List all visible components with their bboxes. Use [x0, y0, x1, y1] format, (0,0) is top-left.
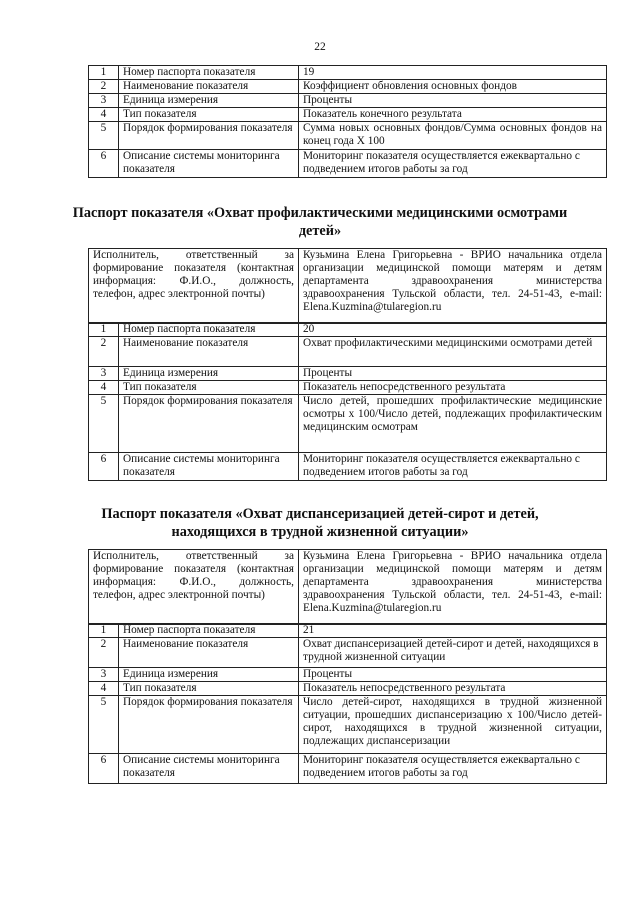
row-value: 21 — [299, 624, 607, 638]
row-label: Единица измерения — [119, 94, 299, 108]
row-number: 5 — [89, 696, 119, 754]
table-row — [89, 754, 607, 784]
page-number: 22 — [314, 41, 326, 53]
row-label: Порядок формирования показателя — [119, 696, 299, 754]
row-value: Показатель конечного результата — [299, 108, 607, 122]
row-value: Проценты — [299, 94, 607, 108]
row-value: Проценты — [299, 668, 607, 682]
row-number: 2 — [89, 80, 119, 94]
executor-value: Кузьмина Елена Григорьевна - ВРИО начальника отдела организации медицинской помощи матерям и детям департамента здравоохранения министерства здравоохранения Тульской области, тел. 24-51-43, e-mail: Elena.Kuzmina@tularegion.ru — [299, 249, 607, 324]
row-label: Единица измерения — [119, 668, 299, 682]
indicator-table-19 — [88, 65, 607, 178]
table-row — [89, 624, 607, 638]
executor-label: Исполнитель, ответственный за формирование показателя (контактная информация: Ф.И.О., должность, телефон, адрес электронной почты) — [89, 550, 299, 625]
table-row — [89, 668, 607, 682]
row-value: Охват профилактическими медицинскими осмотрами детей — [299, 337, 607, 367]
row-number: 4 — [89, 381, 119, 395]
row-number: 6 — [89, 453, 119, 481]
row-value: 20 — [299, 323, 607, 337]
row-label: Тип показателя — [119, 381, 299, 395]
row-value: Мониторинг показателя осуществляется ежеквартально с подведением итогов работы за год — [299, 150, 607, 178]
row-label: Единица измерения — [119, 367, 299, 381]
row-number: 1 — [89, 323, 119, 337]
row-label: Описание системы мониторинга показателя — [119, 150, 299, 178]
row-label: Наименование показателя — [119, 337, 299, 367]
row-number: 3 — [89, 94, 119, 108]
table-row — [89, 122, 607, 150]
indicator-table-21 — [88, 549, 607, 625]
row-number: 5 — [89, 122, 119, 150]
section-title-20: Паспорт показателя «Охват профилактическими медицинскими осмотрами детей» — [72, 205, 568, 239]
table-row — [89, 638, 607, 668]
row-label: Тип показателя — [119, 108, 299, 122]
row-value: Показатель непосредственного результата — [299, 682, 607, 696]
row-value: Мониторинг показателя осуществляется ежеквартально с подведением итогов работы за год — [299, 453, 607, 481]
row-number: 3 — [89, 668, 119, 682]
table-row — [89, 381, 607, 395]
row-value: Сумма новых основных фондов/Сумма основных фондов на конец года X 100 — [299, 122, 607, 150]
row-value: 19 — [299, 66, 607, 80]
row-value: Мониторинг показателя осуществляется ежеквартально с подведением итогов работы за год — [299, 754, 607, 784]
table-row — [89, 80, 607, 94]
row-number: 6 — [89, 150, 119, 178]
row-value: Показатель непосредственного результата — [299, 381, 607, 395]
table-row — [89, 150, 607, 178]
row-label: Тип показателя — [119, 682, 299, 696]
indicator-table-21-rows — [88, 623, 607, 784]
row-value: Охват диспансеризацией детей-сирот и детей, находящихся в трудной жизненной ситуации — [299, 638, 607, 668]
row-number: 4 — [89, 682, 119, 696]
row-label: Порядок формирования показателя — [119, 395, 299, 453]
row-label: Наименование показателя — [119, 638, 299, 668]
table-row — [89, 108, 607, 122]
row-number: 3 — [89, 367, 119, 381]
row-label: Описание системы мониторинга показателя — [119, 453, 299, 481]
row-number: 4 — [89, 108, 119, 122]
table-row — [89, 395, 607, 453]
row-number: 2 — [89, 337, 119, 367]
row-label: Наименование показателя — [119, 80, 299, 94]
table-row — [89, 323, 607, 337]
section-title-21: Паспорт показателя «Охват диспансеризацией детей-сирот и детей, находящихся в трудной жизненной ситуации» — [101, 506, 539, 540]
row-number: 2 — [89, 638, 119, 668]
table-row — [89, 66, 607, 80]
row-value: Проценты — [299, 367, 607, 381]
row-label: Номер паспорта показателя — [119, 66, 299, 80]
row-number: 5 — [89, 395, 119, 453]
executor-row — [89, 550, 607, 625]
table-row — [89, 696, 607, 754]
table-row — [89, 337, 607, 367]
executor-value: Кузьмина Елена Григорьевна - ВРИО начальника отдела организации медицинской помощи матерям и детям департамента здравоохранения министерства здравоохранения Тульской области, тел. 24-51-43, e-mail: Elena.Kuzmina@tularegion.ru — [299, 550, 607, 625]
table-row — [89, 453, 607, 481]
row-value: Число детей, прошедших профилактические медицинские осмотры х 100/Число детей, подлежащих профилактическим медицинским осмотрам — [299, 395, 607, 453]
row-label: Описание системы мониторинга показателя — [119, 754, 299, 784]
indicator-table-20 — [88, 248, 607, 324]
row-value: Коэффициент обновления основных фондов — [299, 80, 607, 94]
table-row — [89, 367, 607, 381]
executor-label: Исполнитель, ответственный за формирование показателя (контактная информация: Ф.И.О., должность, телефон, адрес электронной почты) — [89, 249, 299, 324]
table-row — [89, 94, 607, 108]
row-label: Номер паспорта показателя — [119, 323, 299, 337]
row-number: 1 — [89, 66, 119, 80]
indicator-table-20-rows — [88, 322, 607, 481]
row-label: Номер паспорта показателя — [119, 624, 299, 638]
row-number: 1 — [89, 624, 119, 638]
row-number: 6 — [89, 754, 119, 784]
table-row — [89, 682, 607, 696]
executor-row — [89, 249, 607, 324]
row-label: Порядок формирования показателя — [119, 122, 299, 150]
row-value: Число детей-сирот, находящихся в трудной жизненной ситуации, прошедших диспансеризацию х 100/Число детей-сирот, находящихся в трудной жизненной ситуации, подлежащих диспансеризации — [299, 696, 607, 754]
